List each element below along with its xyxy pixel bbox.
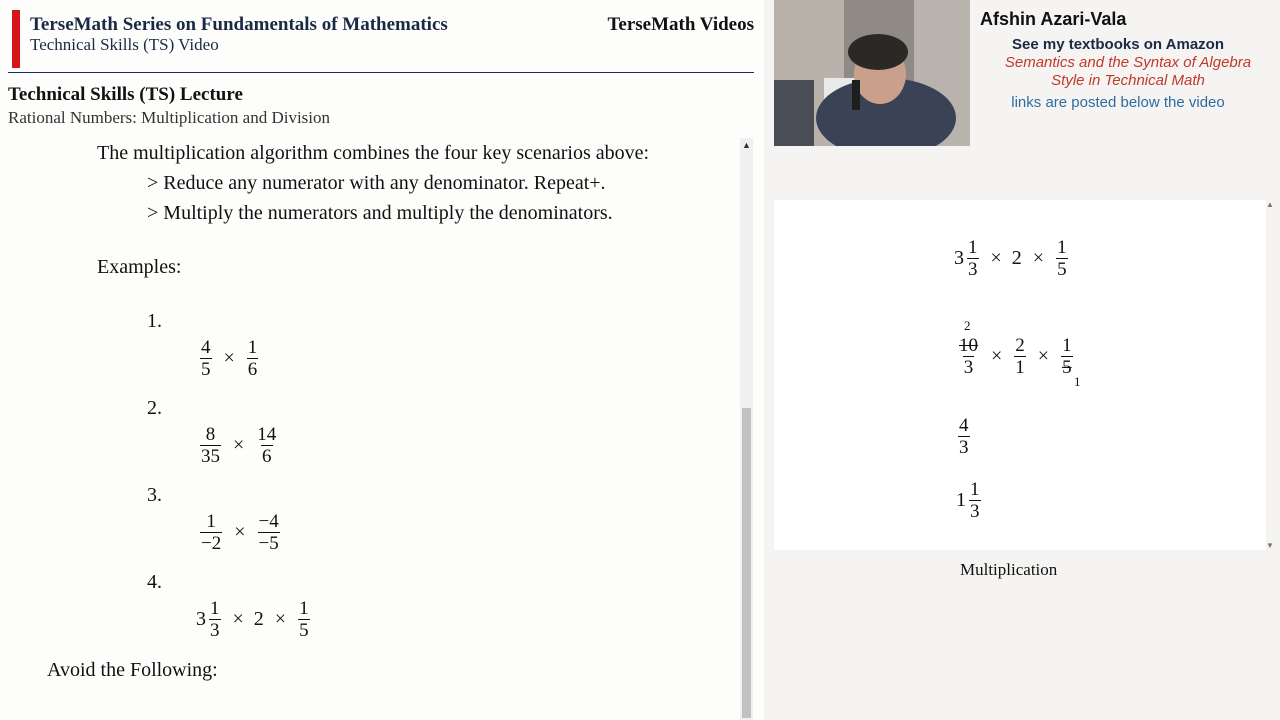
whole-number: 1 [956,489,966,511]
presenter-video[interactable] [774,0,970,146]
times-operator: × [1037,345,1050,367]
whole-number: 3 [954,247,964,269]
fraction: $\frac{-4}{-5}$ [258,511,279,554]
whole-number: 3 [196,608,206,630]
times-operator: × [223,347,235,369]
board-line-4 [956,480,983,521]
fraction: $\frac{2}{1}$ [1015,335,1025,378]
whiteboard-scrollbar[interactable] [1266,200,1278,550]
intro-text: The multiplication algorithm combines the four key scenarios above: [97,142,650,164]
fraction: $\frac{1}{5}$ [1062,335,1072,378]
book-title-line-2: Style in Technical Math [1051,72,1205,89]
times-operator: × [232,608,244,630]
board-line-2 [956,336,1075,377]
series-title: TerseMath Series on Fundamentals of Mathematics [30,14,448,35]
videos-label: TerseMath Videos [607,14,754,35]
book-title[interactable] [980,54,1276,90]
fraction: $\frac{1}{6}$ [247,337,258,380]
example-3-expression [198,512,282,553]
scroll-down-arrow-icon[interactable]: ▼ [1266,541,1274,550]
accent-bar [12,10,20,68]
scroll-up-arrow-icon[interactable]: ▲ [1266,200,1274,209]
whole-number: 2 [253,608,264,630]
example-number: 4. [147,571,162,593]
lecture-content[interactable] [0,138,740,720]
author-name: Afshin Azari-Vala [980,9,1127,29]
examples-heading: Examples: [97,256,182,278]
lecture-subtitle: Rational Numbers: Multiplication and Division [8,108,331,127]
fraction: $\frac{1}{5}$ [1057,237,1067,280]
board-line-3 [956,416,972,457]
bullet-multiply: > Multiply the numerators and multiply the denominators. [147,202,613,224]
fraction: $\frac{14}{6}$ [257,424,277,467]
example-2-expression [198,425,279,466]
book-title-line-1: Semantics and the Syntax of Algebra [1004,54,1252,71]
scroll-up-arrow-icon[interactable]: ▲ [742,140,751,150]
fraction: $\frac{1}{5}$ [299,598,309,641]
example-1-expression [198,338,260,379]
lecture-title: Technical Skills (TS) Lecture [8,84,243,105]
avoid-heading: Avoid the Following: [47,659,218,681]
links-note: links are posted below the video [1011,94,1225,111]
header-divider [8,72,754,73]
times-operator: × [234,521,246,543]
cancel-result-below: 1 [1074,374,1081,389]
example-4-expression [196,599,312,640]
whiteboard-caption: Multiplication [960,560,1058,579]
fraction: $\frac{8}{35}$ [201,424,220,467]
cancel-result-above: 2 [964,318,971,333]
presenter-image-icon [774,0,970,146]
fraction: $\frac{4}{3}$ [959,415,969,458]
bullet-reduce: > Reduce any numerator with any denominator. Repeat+. [147,172,606,194]
times-operator: × [274,608,287,630]
times-operator: × [233,434,245,456]
example-number: 3. [147,484,162,506]
fraction: $\frac{4}{5}$ [201,337,211,380]
board-line-1 [954,238,1070,279]
amazon-link[interactable]: See my textbooks on Amazon [1012,36,1224,53]
fraction: $\frac{10}{3}$ [959,335,978,378]
times-operator: × [1032,247,1045,269]
example-number: 1. [147,310,162,332]
times-operator: × [990,247,1002,269]
fraction: $\frac{1}{3}$ [968,237,978,280]
scrollbar-thumb[interactable] [742,408,751,718]
series-subtitle: Technical Skills (TS) Video [30,35,219,54]
whole-number: 2 [1011,247,1022,269]
fraction: $\frac{1}{3}$ [210,598,220,641]
example-number: 2. [147,397,162,419]
whiteboard [774,200,1266,550]
times-operator: × [991,345,1003,367]
fraction: $\frac{1}{-2}$ [201,511,222,554]
fraction: $\frac{1}{3}$ [970,479,980,522]
